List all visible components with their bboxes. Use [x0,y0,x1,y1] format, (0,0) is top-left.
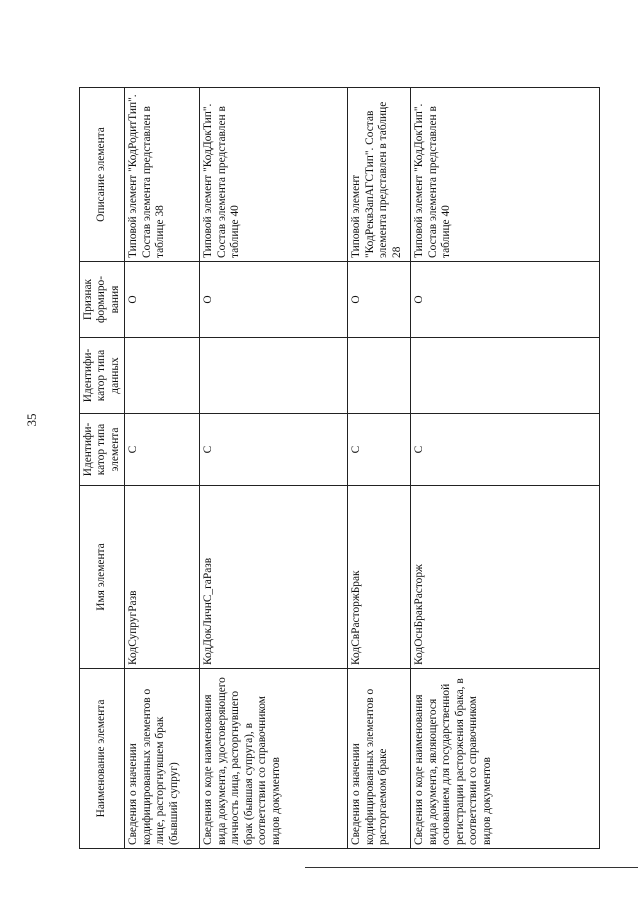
table-row [348,88,411,849]
cell-name: КодСвРасторжБрак [348,486,411,669]
cell-description: Типовой элемент "КодРодитТип". Состав элемента представлен в таблице 38 [125,88,200,262]
cell-description: Типовой элемент "КодДокТип". Состав элемента представлен в таблице 40 [411,88,600,262]
cell-sign: О [200,262,348,338]
bottom-divider [305,867,638,868]
cell-name: КодДокЛичнС_гаРазв [200,486,348,669]
cell-sign: О [125,262,200,338]
cell-type-id: С [348,414,411,486]
cell-type-id: С [200,414,348,486]
table-row [200,88,348,849]
cell-type-id: С [411,414,600,486]
cell-data-type [200,338,348,414]
cell-title: Сведения о коде наименования вида документа, являющегося основанием для государственной регистрации расторжения брака, в соответствии со справочником видов документов [411,669,600,849]
elements-table [79,87,600,849]
cell-name: КодОснБракРасторж [411,486,600,669]
cell-title: Сведения о значении кодифицированных элементов о лице, расторгнувшем брак (бывший супруг) [125,669,200,849]
cell-description: Типовой элемент "КодДокТип". Состав элемента представлен в таблице 40 [200,88,348,262]
cell-data-type [348,338,411,414]
header-element-name: Имя элемента [80,486,125,669]
page-number: 35 [24,413,39,427]
cell-data-type [125,338,200,414]
table-row [125,88,200,849]
header-element-title: Наименование элемента [80,669,125,849]
rotated-table-container [79,88,600,849]
cell-sign: О [348,262,411,338]
header-element-type-id: Идентифи-катор типа элемента [80,414,125,486]
cell-name: КодСупругРазв [125,486,200,669]
header-data-type-id: Идентифи-катор типа данных [80,338,125,414]
table-header-row [80,88,125,849]
cell-title: Сведения о значении кодифицированных элементов о расторгаемом браке [348,669,411,849]
header-formation-sign: Признак формиро-вания [80,262,125,338]
cell-type-id: С [125,414,200,486]
cell-description: Типовой элемент "КодРеквЗапАГСТип". Состав элемента представлен в таблице 28 [348,88,411,262]
cell-data-type [411,338,600,414]
table-row [411,88,600,849]
cell-title: Сведения о коде наименования вида документа, удостоверяющего личность лица, расторгнувшего брак (бывшая супруга), в соответствии со справочником видов документов [200,669,348,849]
cell-sign: О [411,262,600,338]
header-description: Описание элемента [80,88,125,262]
